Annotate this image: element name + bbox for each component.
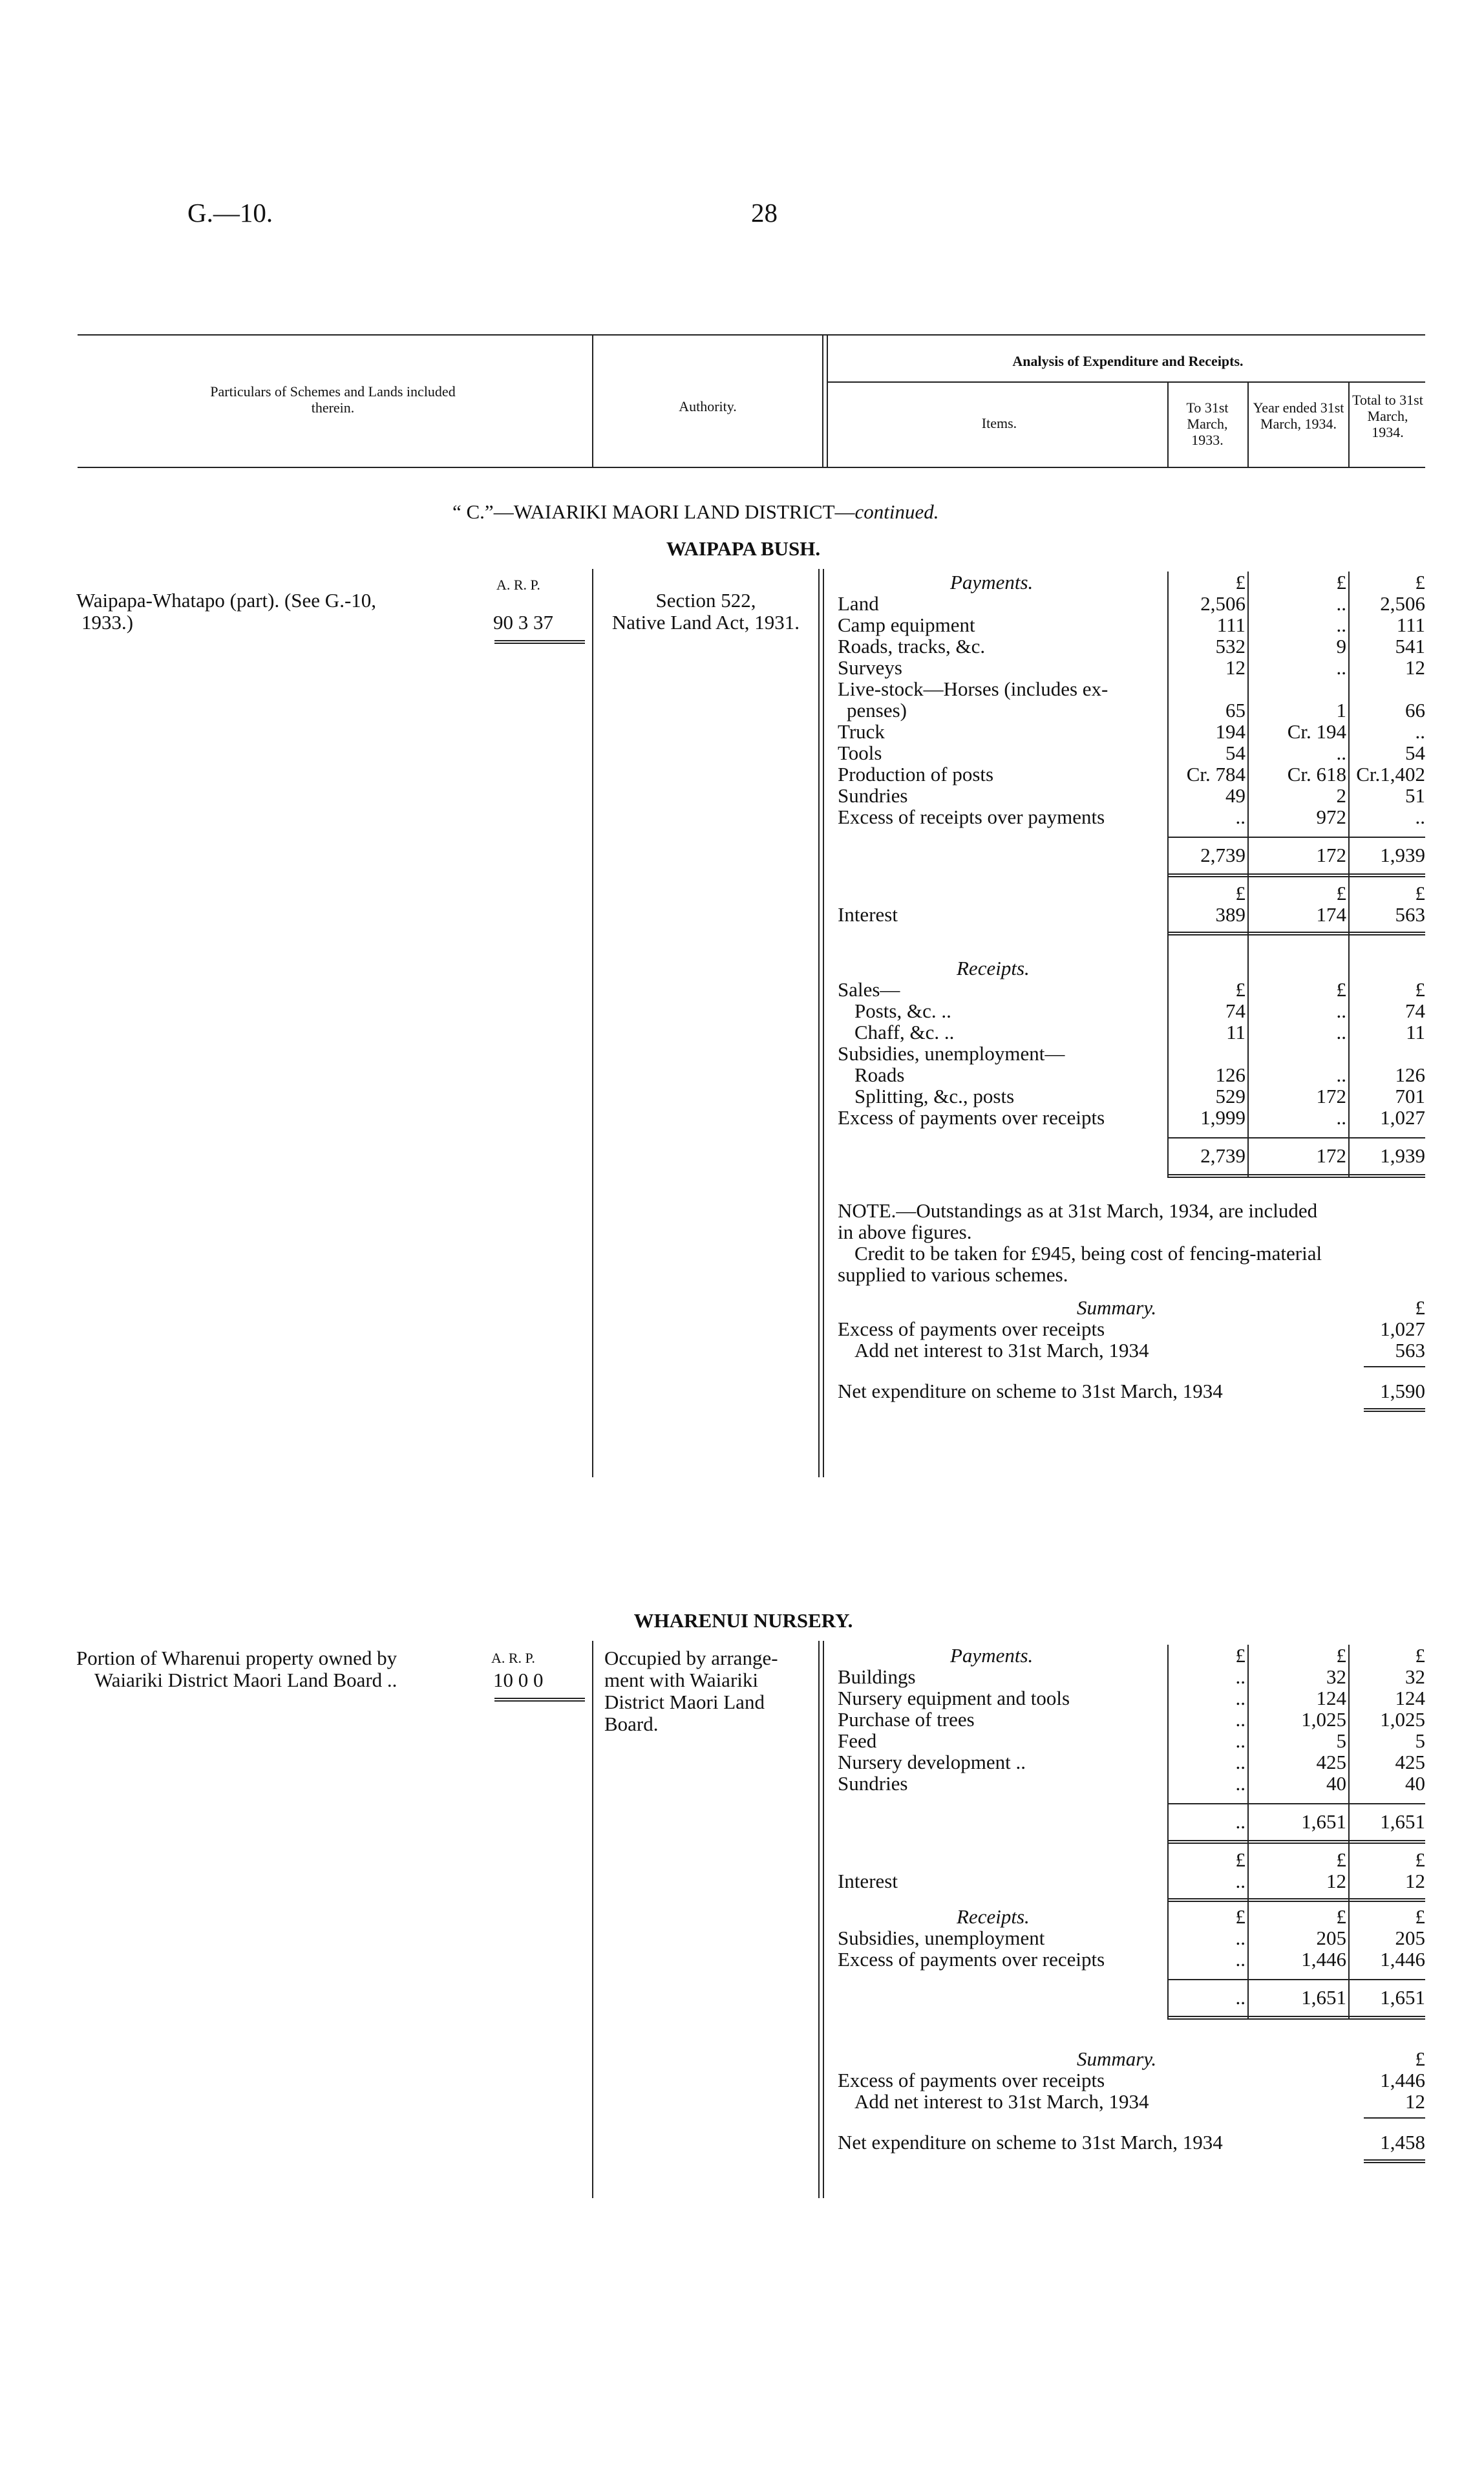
waipapa-receipt-c: 701 — [1395, 1085, 1425, 1107]
wharenui-receipt-a: .. — [1235, 1948, 1246, 1971]
waipapa-payment-b: 1 — [1336, 699, 1346, 721]
waipapa-arp: 90 3 37 — [493, 611, 553, 634]
wharenui-payment-item: Nursery development .. — [838, 1751, 1026, 1773]
wharenui-rec-total-a: .. — [1235, 1986, 1246, 2009]
table-top-rule — [78, 334, 1425, 336]
wharenui-particulars-2: Waiariki District Maori Land Board .. — [94, 1669, 398, 1691]
waipapa-interest-item: Interest — [838, 903, 898, 926]
wharenui-receipt-item: Subsidies, unemployment — [838, 1927, 1045, 1949]
wharenui-rec-total-c: 1,651 — [1380, 1986, 1425, 2009]
waipapa-summary-item: Add net interest to 31st March, 1934 — [854, 1339, 1149, 1362]
head-particulars: Particulars of Schemes and Lands included therein. — [210, 383, 456, 416]
wharenui-payment-b: 5 — [1336, 1729, 1346, 1752]
wharenui-payment-c: 124 — [1395, 1687, 1425, 1709]
wharenui-pay-total-b: 1,651 — [1301, 1810, 1346, 1833]
district-title-continued: continued. — [854, 500, 939, 523]
wharenui-payment-c: 5 — [1415, 1729, 1425, 1752]
waipapa-payment-item: Truck — [838, 720, 885, 743]
waipapa-rec-pound-a: £ — [1235, 978, 1246, 1001]
waipapa-authority-2: Native Land Act, 1931. — [611, 611, 800, 634]
wharenui-payment-a: .. — [1235, 1772, 1246, 1795]
waipapa-payment-b: .. — [1336, 592, 1346, 615]
wharenui-summary-head: Summary. — [1077, 2047, 1157, 2070]
wharenui-rec-total-b: 1,651 — [1301, 1986, 1346, 2009]
waipapa-pay-subtotal-rule — [1167, 837, 1425, 838]
wharenui-vline-2b — [823, 1641, 824, 2198]
waipapa-payment-a: .. — [1235, 806, 1246, 828]
waipapa-col-rule-3 — [1348, 572, 1350, 1178]
wharenui-payment-a: .. — [1235, 1687, 1246, 1709]
wharenui-payment-item: Sundries — [838, 1772, 908, 1795]
document-code: G.—10. — [187, 198, 273, 228]
wharenui-pay-total-rule — [1167, 1840, 1425, 1844]
waipapa-interest-a: 389 — [1215, 903, 1246, 926]
waipapa-interest-rule — [1167, 932, 1425, 935]
waipapa-payment-b: 2 — [1336, 784, 1346, 807]
waipapa-payment-b: Cr. 194 — [1287, 720, 1346, 743]
waipapa-payment-b: Cr. 618 — [1287, 763, 1346, 786]
waipapa-payment-a: 54 — [1225, 742, 1246, 764]
waipapa-payment-c: 2,506 — [1380, 592, 1425, 615]
analysis-rule — [828, 381, 1425, 383]
waipapa-payment-a: 12 — [1225, 656, 1246, 679]
waipapa-payment-a: 111 — [1216, 614, 1246, 636]
wharenui-receipt-b: 205 — [1316, 1927, 1346, 1949]
wharenui-summary-item: Add net interest to 31st March, 1934 — [854, 2090, 1149, 2113]
waipapa-pay-total-b: 172 — [1316, 844, 1346, 866]
waipapa-rec-total-c: 1,939 — [1380, 1144, 1425, 1167]
wharenui-payment-b: 40 — [1326, 1772, 1346, 1795]
wharenui-arp: 10 0 0 — [493, 1669, 544, 1691]
head-col2: Year ended 31st March, 1934. — [1253, 400, 1344, 432]
waipapa-payment-item: Camp equipment — [838, 614, 975, 636]
waipapa-receipt-a: 126 — [1215, 1063, 1246, 1086]
waipapa-pay-total-a: 2,739 — [1200, 844, 1246, 866]
wharenui-authority-4: Board. — [604, 1713, 659, 1735]
waipapa-interest-c: 563 — [1395, 903, 1425, 926]
wharenui-payment-c: 1,025 — [1380, 1708, 1425, 1731]
head-divider-4 — [1247, 381, 1249, 467]
wharenui-col-rule-3 — [1348, 1645, 1350, 2020]
waipapa-receipt-item: Excess of payments over receipts — [838, 1106, 1105, 1129]
wharenui-arp-rule — [494, 1698, 585, 1702]
wharenui-net-item: Net expenditure on scheme to 31st March, 1934 — [838, 2131, 1223, 2154]
head-analysis: Analysis of Expenditure and Receipts. — [1012, 353, 1244, 369]
wharenui-receipt-c: 1,446 — [1380, 1948, 1425, 1971]
waipapa-payment-c: Cr.1,402 — [1356, 763, 1425, 786]
wharenui-interest-item: Interest — [838, 1870, 898, 1892]
waipapa-rec-pound-c: £ — [1415, 978, 1425, 1001]
wharenui-interest-a: .. — [1235, 1870, 1246, 1892]
waipapa-payment-item: Land — [838, 592, 879, 615]
waipapa-payment-item: Production of posts — [838, 763, 994, 786]
wharenui-rec-pound-c: £ — [1415, 1905, 1425, 1928]
wharenui-authority-1: Occupied by arrange- — [604, 1647, 778, 1669]
head-col1: To 31st March, 1933. — [1186, 400, 1229, 448]
waipapa-arp-head: A. R. P. — [496, 577, 540, 593]
wharenui-payments-head: Payments. — [950, 1644, 1034, 1667]
wharenui-summary-value: 12 — [1405, 2090, 1425, 2113]
waipapa-vline-2b — [823, 569, 824, 1477]
wharenui-net-rule — [1364, 2159, 1425, 2163]
wharenui-payment-item: Buildings — [838, 1665, 916, 1688]
waipapa-pay-total-c: 1,939 — [1380, 844, 1425, 866]
waipapa-payment-c: 111 — [1396, 614, 1425, 636]
waipapa-summary-value: 1,027 — [1380, 1318, 1425, 1340]
wharenui-col-rule-1 — [1167, 1645, 1169, 2020]
wharenui-summary-pound: £ — [1415, 2047, 1425, 2070]
wharenui-receipt-c: 205 — [1395, 1927, 1425, 1949]
wharenui-int-pound-b: £ — [1336, 1848, 1346, 1871]
waipapa-receipt-c: 126 — [1395, 1063, 1425, 1086]
waipapa-receipt-a: 1,999 — [1200, 1106, 1246, 1129]
wharenui-net-value: 1,458 — [1380, 2131, 1425, 2154]
waipapa-payments-head: Payments. — [950, 571, 1034, 593]
waipapa-note-1: NOTE.—Outstandings as at 31st March, 1934, are included — [838, 1199, 1318, 1222]
waipapa-receipt-b: .. — [1336, 1021, 1346, 1043]
waipapa-payment-item: Surveys — [838, 656, 902, 679]
waipapa-pay-pound-c: £ — [1415, 571, 1425, 593]
waipapa-interest-b: 174 — [1316, 903, 1346, 926]
waipapa-int-pound-a: £ — [1235, 882, 1246, 904]
wharenui-rec-total-rule — [1167, 2016, 1425, 2020]
waipapa-payment-item: Tools — [838, 742, 882, 764]
waipapa-rec-pound-b: £ — [1336, 978, 1346, 1001]
head-col3: Total to 31st March, 1934. — [1352, 392, 1423, 440]
waipapa-summary-value: 563 — [1395, 1339, 1425, 1362]
wharenui-interest-rule — [1167, 1898, 1425, 1902]
waipapa-arp-rule — [494, 640, 585, 644]
wharenui-arp-head: A. R. P. — [491, 1650, 535, 1666]
wharenui-payment-a: .. — [1235, 1751, 1246, 1773]
waipapa-rec-subtotal-rule — [1167, 1137, 1425, 1138]
waipapa-payment-c: 66 — [1405, 699, 1425, 721]
waipapa-pay-pound-b: £ — [1336, 571, 1346, 593]
waipapa-receipt-c: 74 — [1405, 999, 1425, 1022]
waipapa-receipts-head: Receipts. — [957, 957, 1030, 979]
waipapa-summary-rule — [1364, 1366, 1425, 1367]
wharenui-int-pound-a: £ — [1235, 1848, 1246, 1871]
waipapa-payment-a: 532 — [1215, 635, 1246, 657]
waipapa-payment-item: penses) — [847, 699, 907, 721]
waipapa-payment-b: 9 — [1336, 635, 1346, 657]
wharenui-payment-b: 1,025 — [1301, 1708, 1346, 1731]
waipapa-col-rule-1 — [1167, 572, 1169, 1178]
head-divider-5 — [1348, 381, 1350, 467]
waipapa-payment-c: 541 — [1395, 635, 1425, 657]
waipapa-int-pound-b: £ — [1336, 882, 1346, 904]
waipapa-receipt-item: Subsidies, unemployment— — [838, 1042, 1065, 1065]
waipapa-payment-c: .. — [1415, 806, 1425, 828]
wharenui-interest-c: 12 — [1405, 1870, 1425, 1892]
wharenui-payment-item: Feed — [838, 1729, 877, 1752]
waipapa-receipt-c: 11 — [1406, 1021, 1425, 1043]
waipapa-col-rule-2 — [1247, 572, 1249, 1178]
waipapa-payment-c: 54 — [1405, 742, 1425, 764]
wharenui-pay-total-a: .. — [1235, 1810, 1246, 1833]
waipapa-authority-1: Section 522, — [655, 589, 756, 612]
wharenui-summary-value: 1,446 — [1380, 2069, 1425, 2091]
waipapa-payment-b: .. — [1336, 614, 1346, 636]
wharenui-authority-3: District Maori Land — [604, 1691, 765, 1713]
waipapa-payment-c: 12 — [1405, 656, 1425, 679]
table-head-bottom-rule — [78, 467, 1425, 468]
waipapa-pay-total-rule — [1167, 873, 1425, 877]
waipapa-payment-b: .. — [1336, 742, 1346, 764]
waipapa-summary-pound: £ — [1415, 1296, 1425, 1319]
waipapa-int-pound-c: £ — [1415, 882, 1425, 904]
wharenui-particulars-1: Portion of Wharenui property owned by — [76, 1647, 398, 1669]
wharenui-rec-subtotal-rule — [1167, 1979, 1425, 1980]
wharenui-receipt-item: Excess of payments over receipts — [838, 1948, 1105, 1971]
waipapa-payment-a: 49 — [1225, 784, 1246, 807]
waipapa-pay-pound-a: £ — [1235, 571, 1246, 593]
wharenui-payment-a: .. — [1235, 1729, 1246, 1752]
wharenui-rec-pound-a: £ — [1235, 1905, 1246, 1928]
waipapa-net-item: Net expenditure on scheme to 31st March, 1934 — [838, 1380, 1223, 1402]
wharenui-receipt-b: 1,446 — [1301, 1948, 1346, 1971]
waipapa-note-2: in above figures. — [838, 1221, 972, 1243]
wharenui-pay-subtotal-rule — [1167, 1803, 1425, 1804]
wharenui-payment-b: 124 — [1316, 1687, 1346, 1709]
waipapa-rec-total-rule — [1167, 1174, 1425, 1178]
head-divider-1 — [592, 334, 593, 467]
waipapa-rec-total-b: 172 — [1316, 1144, 1346, 1167]
waipapa-note-4: supplied to various schemes. — [838, 1263, 1068, 1286]
waipapa-payment-item: Sundries — [838, 784, 908, 807]
waipapa-summary-head: Summary. — [1077, 1296, 1157, 1319]
wharenui-payment-a: .. — [1235, 1665, 1246, 1688]
wharenui-int-pound-c: £ — [1415, 1848, 1425, 1871]
wharenui-col-rule-2 — [1247, 1645, 1249, 2020]
wharenui-payment-item: Purchase of trees — [838, 1708, 975, 1731]
waipapa-receipt-c: 1,027 — [1380, 1106, 1425, 1129]
head-divider-2 — [822, 334, 823, 467]
waipapa-receipt-item: Roads — [854, 1063, 905, 1086]
wharenui-payment-a: .. — [1235, 1708, 1246, 1731]
waipapa-payment-b: .. — [1336, 656, 1346, 679]
wharenui-receipts-head: Receipts. — [957, 1905, 1030, 1928]
waipapa-receipt-item: Posts, &c. .. — [854, 999, 951, 1022]
district-title-main: “ C.”—WAIARIKI MAORI LAND DISTRICT— — [452, 500, 855, 523]
waipapa-payment-a: 65 — [1225, 699, 1246, 721]
wharenui-payment-b: 425 — [1316, 1751, 1346, 1773]
waipapa-payment-c: .. — [1415, 720, 1425, 743]
waipapa-payment-item: Live-stock—Horses (includes ex- — [838, 678, 1108, 700]
wharenui-title: WHARENUI NURSERY. — [633, 1609, 853, 1632]
waipapa-receipt-a: 11 — [1226, 1021, 1246, 1043]
waipapa-vline-2 — [818, 569, 820, 1477]
waipapa-receipt-b: .. — [1336, 1063, 1346, 1086]
wharenui-receipt-a: .. — [1235, 1927, 1246, 1949]
wharenui-payment-c: 425 — [1395, 1751, 1425, 1773]
waipapa-payment-item: Roads, tracks, &c. — [838, 635, 986, 657]
waipapa-payment-c: 51 — [1405, 784, 1425, 807]
wharenui-pay-pound-a: £ — [1235, 1644, 1246, 1667]
waipapa-receipt-a: 74 — [1225, 999, 1246, 1022]
wharenui-pay-pound-b: £ — [1336, 1644, 1346, 1667]
waipapa-payment-a: 194 — [1215, 720, 1246, 743]
waipapa-receipt-item: Sales— — [838, 978, 900, 1001]
head-authority: Authority. — [679, 398, 737, 414]
waipapa-payment-b: 972 — [1316, 806, 1346, 828]
waipapa-particulars-1: Waipapa-Whatapo (part). (See G.-10, — [76, 589, 377, 612]
wharenui-pay-total-c: 1,651 — [1380, 1810, 1425, 1833]
waipapa-vline-1 — [592, 569, 593, 1477]
waipapa-summary-item: Excess of payments over receipts — [838, 1318, 1105, 1340]
wharenui-payment-item: Nursery equipment and tools — [838, 1687, 1070, 1709]
wharenui-pay-pound-c: £ — [1415, 1644, 1425, 1667]
head-divider-2b — [827, 334, 828, 467]
wharenui-authority-2: ment with Waiariki — [604, 1669, 758, 1691]
head-items: Items. — [981, 415, 1017, 431]
waipapa-note-3: Credit to be taken for £945, being cost of fencing-material — [854, 1242, 1322, 1265]
waipapa-net-rule — [1364, 1408, 1425, 1412]
waipapa-receipt-a: 529 — [1215, 1085, 1246, 1107]
head-divider-3 — [1167, 381, 1169, 467]
waipapa-particulars-2: 1933.) — [81, 611, 134, 634]
page-number: 28 — [751, 198, 778, 228]
wharenui-payment-c: 40 — [1405, 1772, 1425, 1795]
wharenui-summary-rule — [1364, 2117, 1425, 2119]
waipapa-payment-item: Excess of receipts over payments — [838, 806, 1105, 828]
waipapa-receipt-b: 172 — [1316, 1085, 1346, 1107]
wharenui-interest-b: 12 — [1326, 1870, 1346, 1892]
waipapa-receipt-b: .. — [1336, 1106, 1346, 1129]
waipapa-title: WAIPAPA BUSH. — [666, 537, 821, 560]
waipapa-payment-a: 2,506 — [1200, 592, 1246, 615]
wharenui-rec-pound-b: £ — [1336, 1905, 1346, 1928]
wharenui-summary-item: Excess of payments over receipts — [838, 2069, 1105, 2091]
waipapa-payment-a: Cr. 784 — [1186, 763, 1246, 786]
waipapa-receipt-item: Chaff, &c. .. — [854, 1021, 955, 1043]
waipapa-net-value: 1,590 — [1380, 1380, 1425, 1402]
waipapa-rec-total-a: 2,739 — [1200, 1144, 1246, 1167]
waipapa-receipt-item: Splitting, &c., posts — [854, 1085, 1015, 1107]
wharenui-payment-c: 32 — [1405, 1665, 1425, 1688]
district-title — [452, 501, 939, 522]
waipapa-receipt-b: .. — [1336, 999, 1346, 1022]
wharenui-vline-1 — [592, 1641, 593, 2198]
wharenui-payment-b: 32 — [1326, 1665, 1346, 1688]
wharenui-vline-2 — [818, 1641, 820, 2198]
